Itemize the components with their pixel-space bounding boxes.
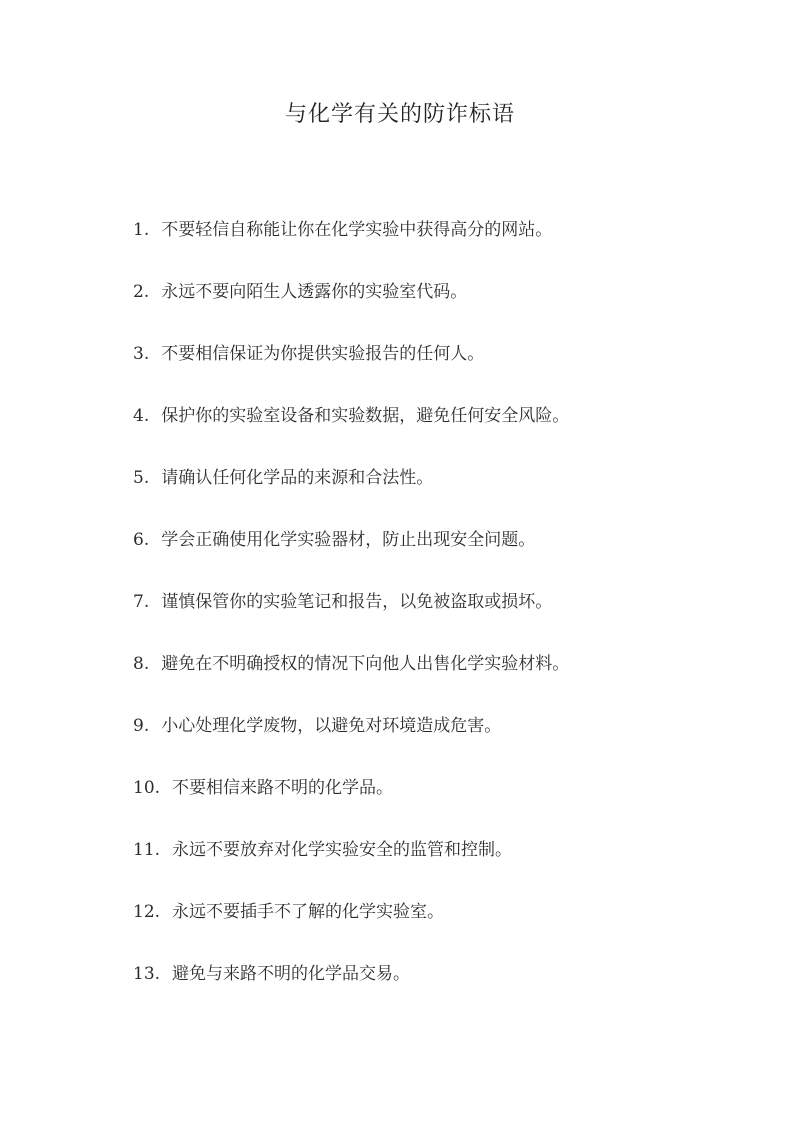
list-item — [133, 342, 753, 404]
item-number: 8. — [133, 654, 150, 674]
item-number: 12. — [133, 902, 161, 922]
item-text: 保护你的实验室设备和实验数据，避免任何安全风险。 — [161, 406, 570, 426]
list-item — [133, 218, 753, 280]
item-number: 5. — [133, 468, 150, 488]
list-item — [133, 280, 753, 342]
document-title: 与化学有关的防诈标语 — [284, 102, 515, 127]
item-text: 永远不要向陌生人透露你的实验室代码。 — [161, 282, 468, 302]
item-text: 小心处理化学废物，以避免对环境造成危害。 — [161, 716, 502, 736]
item-number: 1. — [133, 220, 150, 240]
slogan-list — [133, 218, 753, 1024]
item-text: 请确认任何化学品的来源和合法性。 — [161, 468, 434, 488]
item-text: 避免与来路不明的化学品交易。 — [172, 964, 411, 984]
item-number: 3. — [133, 344, 150, 364]
item-text: 学会正确使用化学实验器材，防止出现安全问题。 — [161, 530, 536, 550]
item-number: 10. — [133, 778, 161, 798]
item-number: 13. — [133, 964, 161, 984]
list-item — [133, 466, 753, 528]
item-number: 2. — [133, 282, 150, 302]
list-item — [133, 404, 753, 466]
item-text: 永远不要放弃对化学实验安全的监管和控制。 — [172, 840, 513, 860]
item-number: 9. — [133, 716, 150, 736]
item-text: 不要相信保证为你提供实验报告的任何人。 — [161, 344, 485, 364]
list-item — [133, 528, 753, 590]
item-number: 4. — [133, 406, 150, 426]
item-text: 不要轻信自称能让你在化学实验中获得高分的网站。 — [161, 220, 553, 240]
list-item — [133, 838, 753, 900]
list-item — [133, 590, 753, 652]
item-text: 避免在不明确授权的情况下向他人出售化学实验材料。 — [161, 654, 570, 674]
item-number: 11. — [133, 840, 161, 860]
item-number: 7. — [133, 592, 150, 612]
item-text: 谨慎保管你的实验笔记和报告，以免被盗取或损坏。 — [161, 592, 553, 612]
item-text: 永远不要插手不了解的化学实验室。 — [172, 902, 445, 922]
item-text: 不要相信来路不明的化学品。 — [172, 778, 394, 798]
list-item — [133, 714, 753, 776]
list-item — [133, 900, 753, 962]
list-item — [133, 652, 753, 714]
item-number: 6. — [133, 530, 150, 550]
list-item — [133, 962, 753, 1024]
list-item — [133, 776, 753, 838]
